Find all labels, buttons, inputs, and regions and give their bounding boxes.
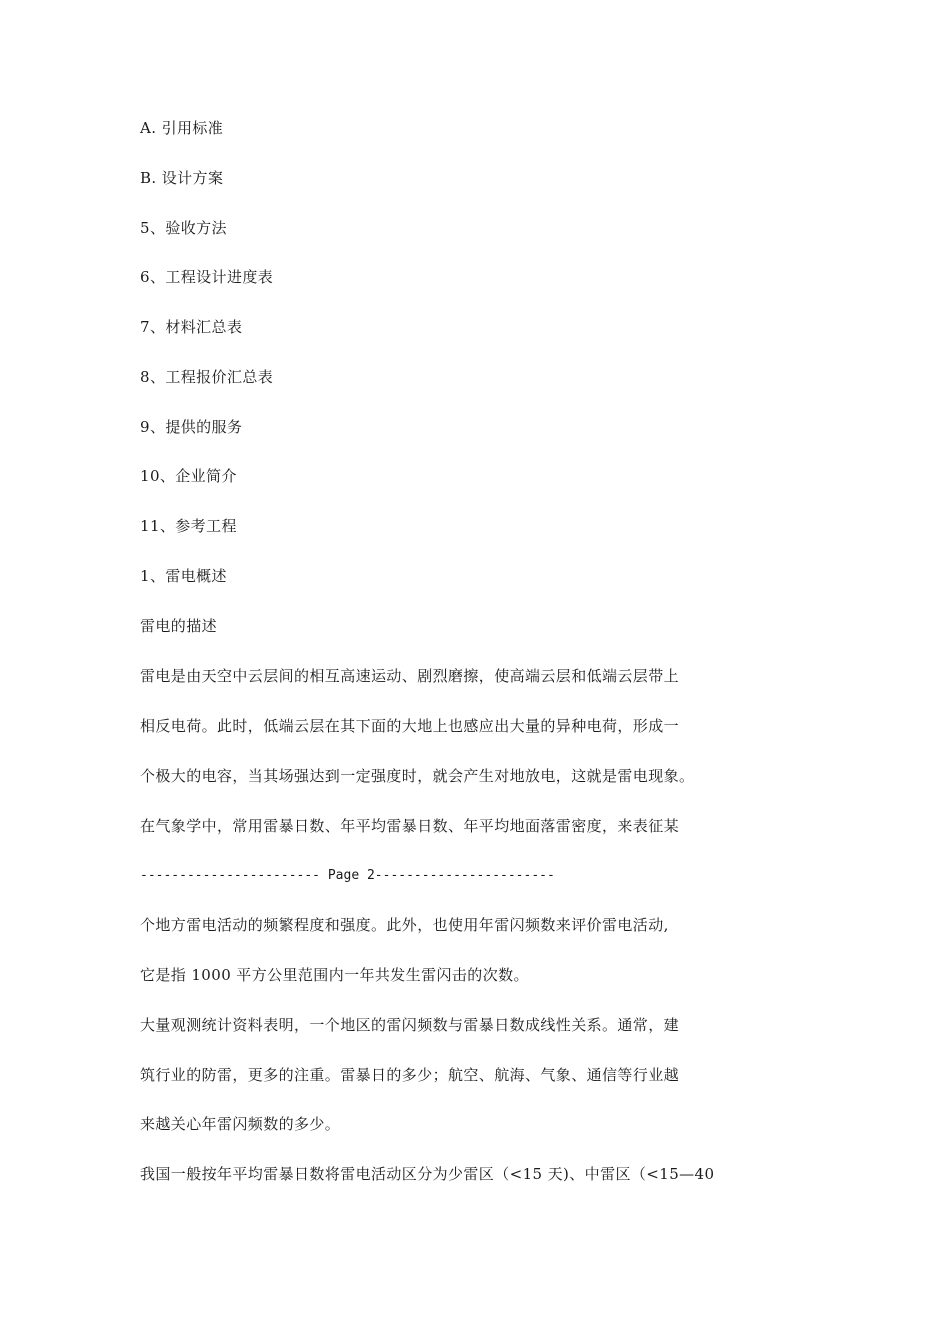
toc-item-quote: 8、工程报价汇总表	[140, 368, 274, 386]
paragraph-line: 它是指 1000 平方公里范围内一年共发生雷闪击的次数。	[140, 966, 529, 984]
toc-item-company: 10、企业简介	[140, 467, 237, 485]
paragraph-line: 个地方雷电活动的频繁程度和强度。此外，也使用年雷闪频数来评价雷电活动,	[140, 916, 669, 934]
toc-item-acceptance: 5、验收方法	[140, 219, 227, 237]
section-heading: 1、雷电概述	[140, 567, 227, 585]
page-separator: ----------------------- Page 2-----------------------	[140, 868, 555, 883]
toc-item-services: 9、提供的服务	[140, 418, 243, 436]
toc-item-design-plan: B. 设计方案	[140, 169, 224, 187]
toc-item-references: 11、参考工程	[140, 517, 237, 535]
paragraph-line: 个极大的电容，当其场强达到一定强度时，就会产生对地放电，这就是雷电现象。	[140, 767, 695, 785]
toc-item-schedule: 6、工程设计进度表	[140, 268, 274, 286]
toc-item-materials: 7、材料汇总表	[140, 318, 243, 336]
toc-item-standards: A. 引用标准	[140, 119, 224, 137]
paragraph-line: 在气象学中，常用雷暴日数、年平均雷暴日数、年平均地面落雷密度，来表征某	[140, 817, 680, 835]
paragraph-line: 我国一般按年平均雷暴日数将雷电活动区分为少雷区（<15 天)、中雷区（<15—40	[140, 1165, 715, 1183]
paragraph-line: 大量观测统计资料表明，一个地区的雷闪频数与雷暴日数成线性关系。通常，建	[140, 1016, 680, 1034]
paragraph-line: 相反电荷。此时，低端云层在其下面的大地上也感应出大量的异种电荷，形成一	[140, 717, 680, 735]
subheading: 雷电的描述	[140, 617, 218, 635]
paragraph-line: 筑行业的防雷，更多的注重。雷暴日的多少；航空、航海、气象、通信等行业越	[140, 1066, 680, 1084]
paragraph-line: 雷电是由天空中云层间的相互高速运动、剧烈磨擦，使高端云层和低端云层带上	[140, 667, 680, 685]
paragraph-line: 来越关心年雷闪频数的多少。	[140, 1115, 341, 1133]
